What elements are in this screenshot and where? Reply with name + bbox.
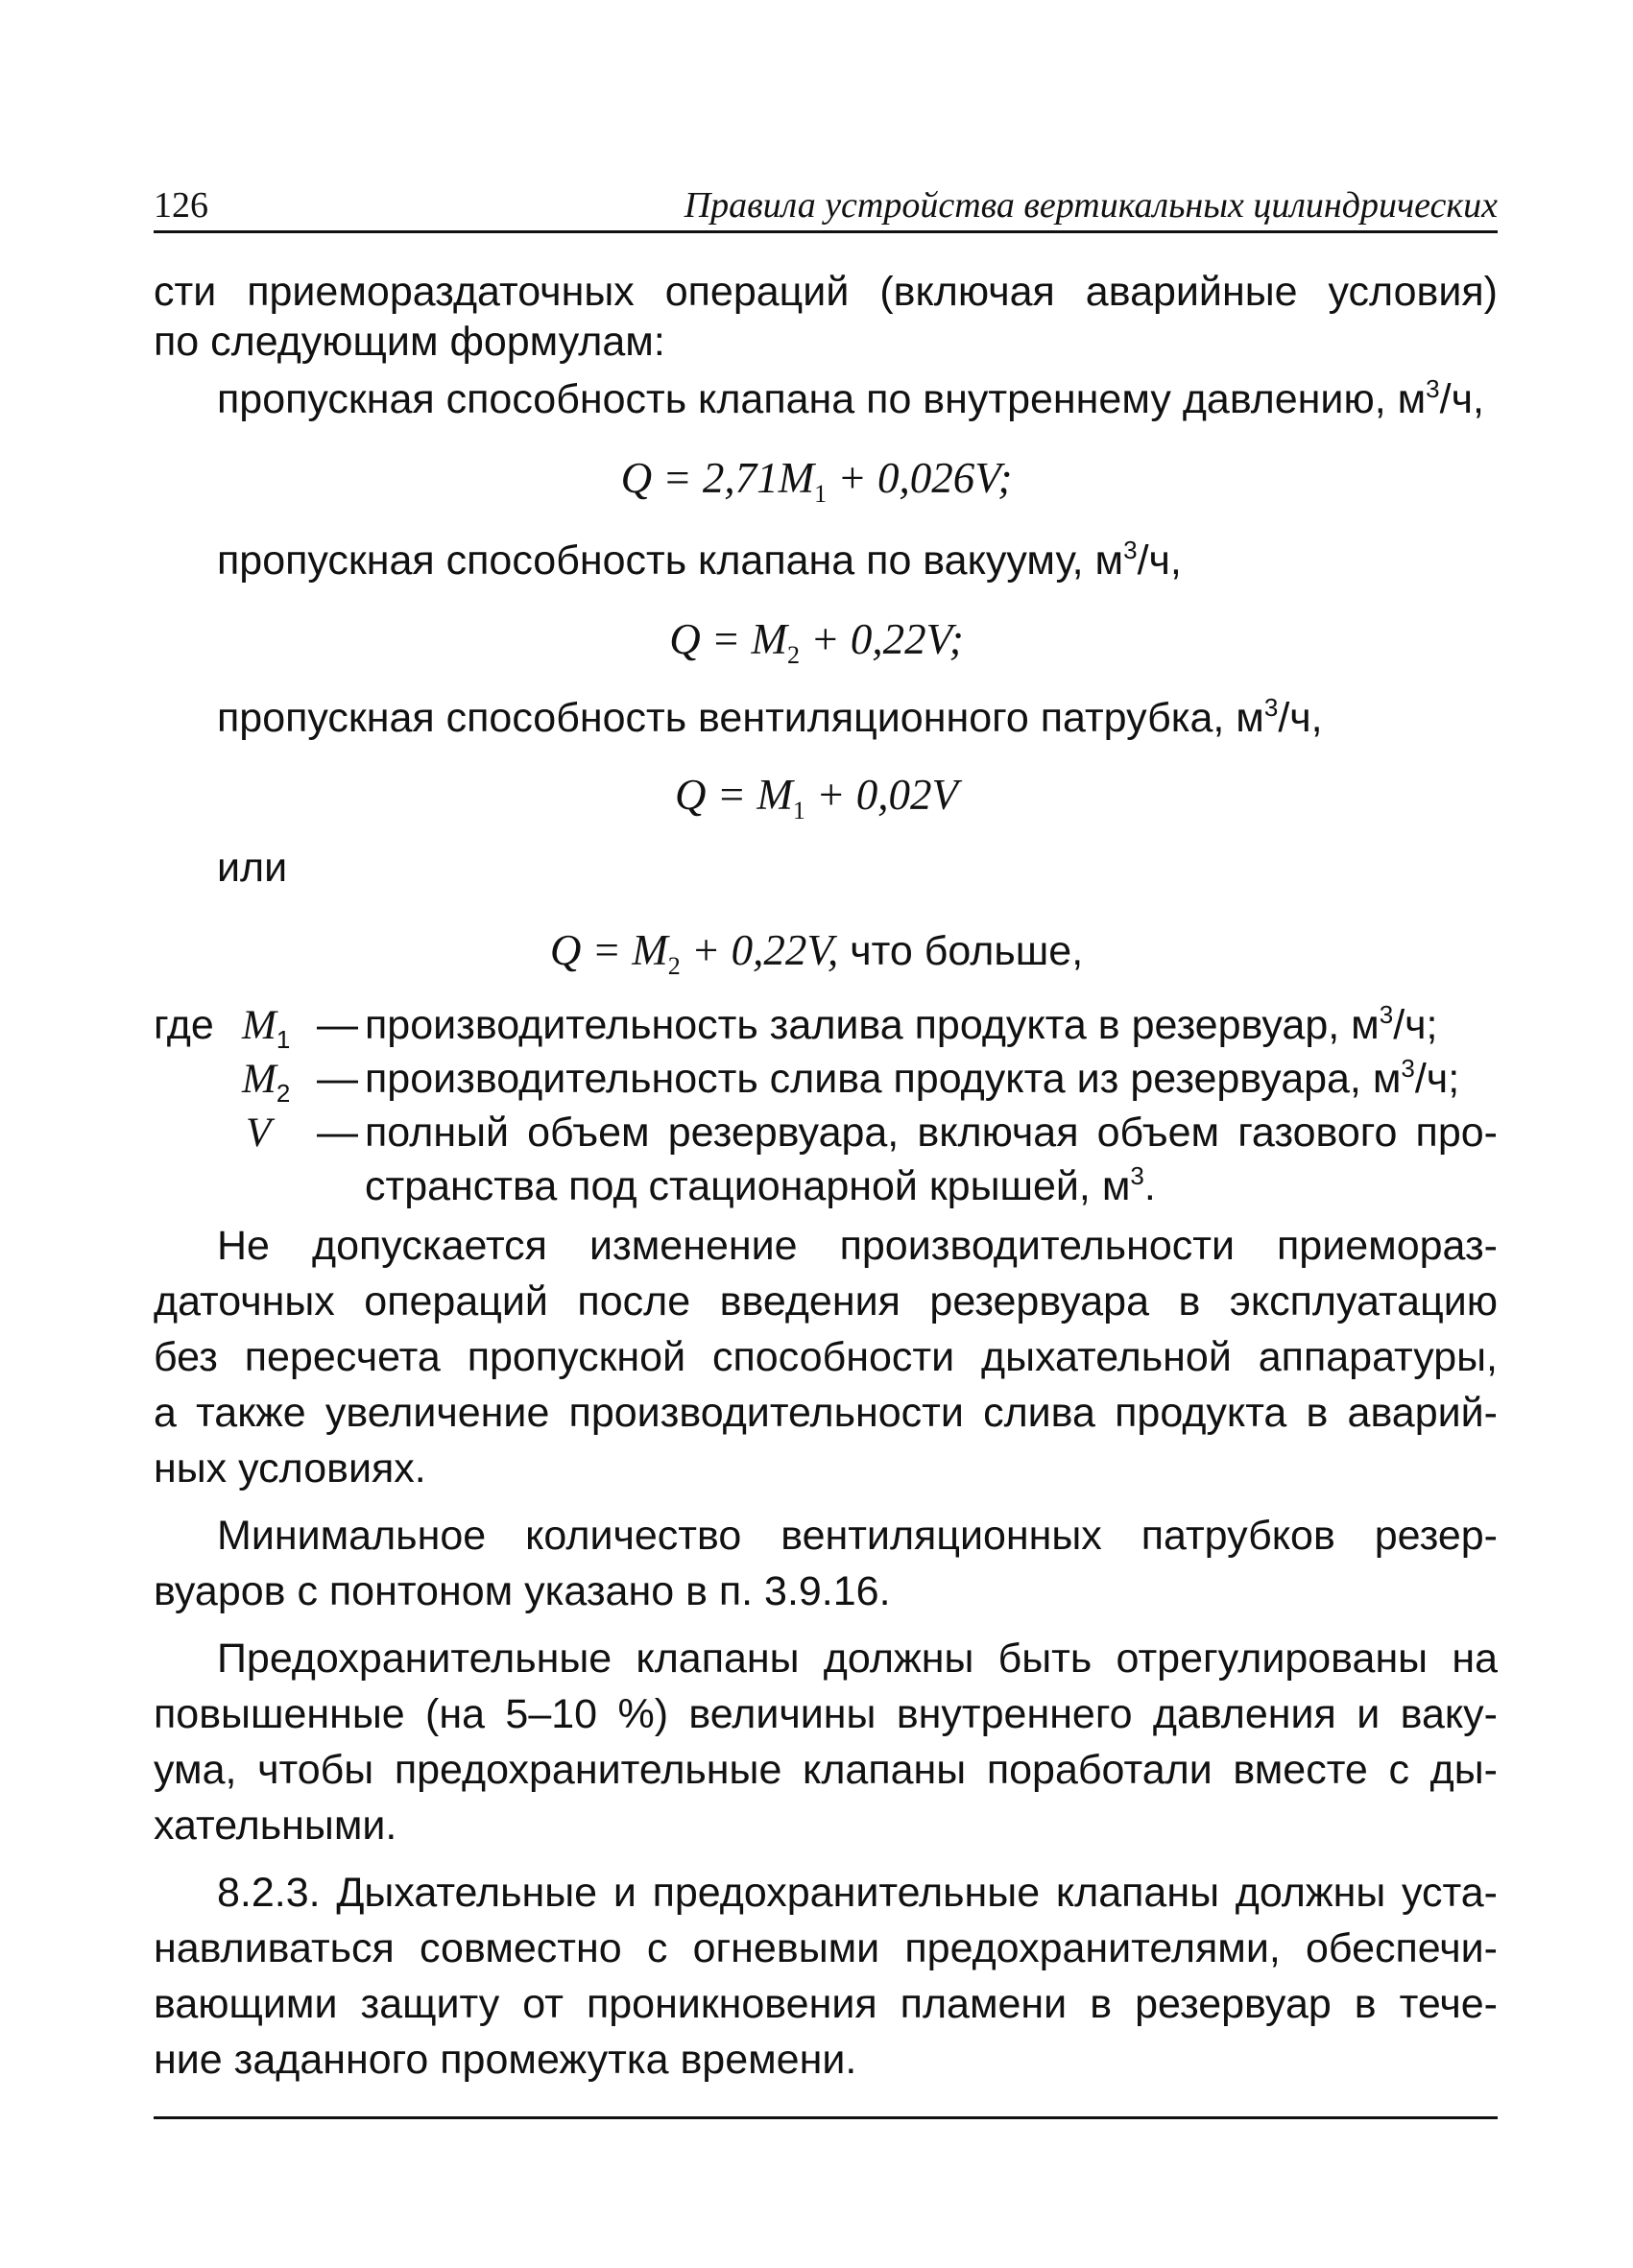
- def-dash-1: —: [317, 1002, 358, 1048]
- p4-line-1: 8.2.3. Дыхательные и предохранительные клапаны должны уста-: [217, 1870, 1498, 1916]
- page-number: 126: [154, 185, 208, 226]
- p3-line-3: ума, чтобы предохранительные клапаны поработали вместе с ды-: [154, 1747, 1498, 1793]
- where-word: где: [154, 1002, 214, 1048]
- p1-line-1: Не допускается изменение производительности приемораз-: [217, 1223, 1498, 1269]
- formula-vacuum: $Q = M_2 + 0,22V$;: [669, 615, 964, 669]
- def-text-2: производительность слива продукта из резервуара, $м^3/ч$;: [365, 1054, 1460, 1102]
- vacuum-label: пропускная способность клапана по вакууму, $м^3/ч$,: [217, 536, 1182, 584]
- p3-line-1: Предохранительные клапаны должны быть отрегулированы на: [217, 1635, 1498, 1682]
- footer-rule: [154, 2116, 1498, 2119]
- p1-line-2: даточных операций после введения резервуара в эксплуатацию: [154, 1278, 1498, 1325]
- def-symbol-m1: $M_1$: [242, 1003, 291, 1054]
- def-dash-2: —: [317, 1056, 358, 1102]
- intro-line-2: по следующим формулам:: [154, 319, 665, 365]
- formula-internal-pressure: $Q = 2,71M_1 + 0,026V$;: [620, 454, 1013, 508]
- p1-line-3: без пересчета пропускной способности дыхательной аппаратуры,: [154, 1334, 1498, 1380]
- page-header: [154, 182, 1498, 233]
- vent-label: пропускная способность вентиляционного патрубка, $м^3/ч$,: [217, 693, 1323, 741]
- def-dash-3: —: [317, 1110, 358, 1156]
- def-text-1: производительность залива продукта в резервуар, $м^3/ч$;: [365, 1000, 1438, 1048]
- running-title: Правила устройства вертикальных цилиндрических: [684, 185, 1498, 226]
- formula-vent-2: $Q = M_2 + 0,22V$, что больше,: [549, 926, 1084, 980]
- def-symbol-m2: $M_2$: [242, 1057, 291, 1108]
- internal-pressure-label: пропускная способность клапана по внутреннему давлению, $м^3/ч$,: [217, 374, 1484, 422]
- or-word: или: [217, 845, 288, 891]
- p4-line-3: вающими защиту от проникновения пламени в резервуар в тече-: [154, 1981, 1498, 2027]
- p3-line-4: хательными.: [154, 1802, 397, 1849]
- p2-line-1: Минимальное количество вентиляционных патрубков резер-: [217, 1513, 1498, 1559]
- p1-line-5: ных условиях.: [154, 1445, 426, 1492]
- def-symbol-v: V: [246, 1110, 272, 1156]
- def-text-3-line-1: полный объем резервуара, включая объем газового про-: [365, 1110, 1498, 1156]
- p4-line-4: ние заданного промежутка времени.: [154, 2037, 857, 2083]
- p4-line-2: навливаться совместно с огневыми предохранителями, обеспечи-: [154, 1925, 1498, 1971]
- p2-line-2: вуаров с понтоном указано в п. 3.9.16.: [154, 1568, 891, 1614]
- def-text-3-line-2: странства под стационарной крышей, $м^3$.: [365, 1161, 1156, 1209]
- p1-line-4: а также увеличение производительности слива продукта в аварий-: [154, 1390, 1498, 1436]
- intro-line-1: сти приемораздаточных операций (включая аварийные условия): [154, 269, 1498, 315]
- p3-line-2: повышенные (на 5–10 %) величины внутреннего давления и ваку-: [154, 1691, 1498, 1737]
- formula-vent-1: $Q = M_1 + 0,02V$: [675, 771, 958, 824]
